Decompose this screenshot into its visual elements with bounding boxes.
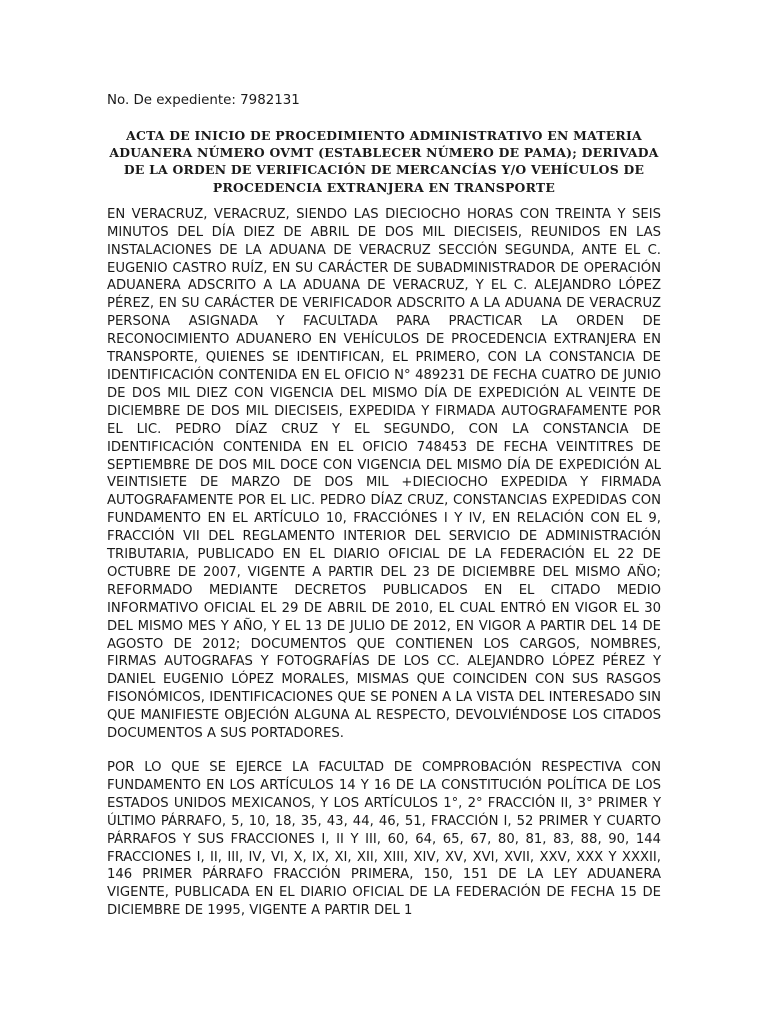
paragraph-legal-basis: POR LO QUE SE EJERCE LA FACULTAD DE COMPROBACIÓN RESPECTIVA CON FUNDAMENTO EN LOS ARTÍCULOS 14 Y 16 DE LA CONSTITUCIÓN POLÍTICA DE LOS ESTADOS UNIDOS MEXICANOS, Y LOS ARTÍCULOS 1°, 2° FRACCIÓN II, 3° PRIMER Y ÚLTIMO PÁRRAFO, 5, 10, 18, 35, 43, 44, 46, 51, FRACCIÓN I, 52 PRIMER Y CUARTO PÁRRAFOS Y SUS FRACCIONES I, II Y III, 60, 64, 65, 67, 80, 81, 83, 88, 90, 144 FRACCIONES I, II, III, IV, VI, X, IX, XI, XII, XIII, XIV, XV, XVI, XVII, XXV, XXX Y XXXII, 146 PRIMER PÁRRAFO FRACCIÓN PRIMERA, 150, 151 DE LA LEY ADUANERA VIGENTE, PUBLICADA EN EL DIARIO OFICIAL DE LA FEDERACIÓN DE FECHA 15 DE DICIEMBRE DE 1995, VIGENTE A PARTIR DEL 1 (107, 760, 661, 919)
expediente-number: No. De expediente: 7982131 (107, 93, 300, 108)
document-title: ACTA DE INICIO DE PROCEDIMIENTO ADMINISTRATIVO EN MATERIA ADUANERA NÚMERO OVMT (ESTABLECER NÚMERO DE PAMA); DERIVADA DE LA ORDEN DE VERIFICACIÓN DE MERCANCÍAS Y/O VEHÍCULOS DE PROCEDENCIA EXTRANJERA EN TRANSPORTE (109, 128, 659, 195)
document-page (107, 91, 661, 920)
paragraph-opening: EN VERACRUZ, VERACRUZ, SIENDO LAS DIECIOCHO HORAS CON TREINTA Y SEIS MINUTOS DEL DÍA DIEZ DE ABRIL DE DOS MIL DIECISEIS, REUNIDOS EN LAS INSTALACIONES DE LA ADUANA DE VERACRUZ SECCIÓN SEGUNDA, ANTE EL C. EUGENIO CASTRO RUÍZ, EN SU CARÁCTER DE SUBADMINISTRADOR DE OPERACIÓN ADUANERA ADSCRITO A LA ADUANA DE VERACRUZ, Y EL C. ALEJANDRO LÓPEZ PÉREZ, EN SU CARÁCTER DE VERIFICADOR ADSCRITO A LA ADUANA DE VERACRUZ PERSONA ASIGNADA Y FACULTADA PARA PRACTICAR LA ORDEN DE RECONOCIMIENTO ADUANERO EN VEHÍCULOS DE PROCEDENCIA EXTRANJERA EN TRANSPORTE, QUIENES SE IDENTIFICAN, EL PRIMERO, CON LA CONSTANCIA DE IDENTIFICACIÓN CONTENIDA EN EL OFICIO N° 489231 DE FECHA CUATRO DE JUNIO DE DOS MIL DIEZ CON VIGENCIA DEL MISMO DÍA DE EXPEDICIÓN AL VEINTE DE DICIEMBRE DE DOS MIL DIECISEIS, EXPEDIDA Y FIRMADA AUTOGRAFAMENTE POR EL LIC. PEDRO DÍAZ CRUZ Y EL SEGUNDO, CON LA CONSTANCIA DE IDENTIFICACIÓN CONTENIDA EN EL OFICIO 748453 DE FECHA VEINTITRES DE SEPTIEMBRE DE DOS MIL DOCE CON VIGENCIA DEL MISMO DÍA DE EXPEDICIÓN AL VEINTISIETE DE MARZO DE DOS MIL +DIECIOCHO EXPEDIDA Y FIRMADA AUTOGRAFAMENTE POR EL LIC. PEDRO DÍAZ CRUZ, CONSTANCIAS EXPEDIDAS CON FUNDAMENTO EN EL ARTÍCULO 10, FRACCIÓNES I Y IV, EN RELACIÓN CON EL 9, FRACCIÓN VII DEL REGLAMENTO INTERIOR DEL SERVICIO DE ADMINISTRACIÓN TRIBUTARIA, PUBLICADO EN EL DIARIO OFICIAL DE LA FEDERACIÓN EL 22 DE OCTUBRE DE 2007, VIGENTE A PARTIR DEL 23 DE DICIEMBRE DEL MISMO AÑO; REFORMADO MEDIANTE DECRETOS PUBLICADOS EN EL CITADO MEDIO INFORMATIVO OFICIAL EL 29 DE ABRIL DE 2010, EL CUAL ENTRÓ EN VIGOR EL 30 DEL MISMO MES Y AÑO, Y EL 13 DE JULIO DE 2012, EN VIGOR A PARTIR DEL 14 DE AGOSTO DE 2012; DOCUMENTOS QUE CONTIENEN LOS CARGOS, NOMBRES, FIRMAS AUTOGRAFAS Y FOTOGRAFÍAS DE LOS CC. ALEJANDRO LÓPEZ PÉREZ Y DANIEL EUGENIO LÓPEZ MORALES, MISMAS QUE COINCIDEN CON SUS RASGOS FISONÓMICOS, IDENTIFICACIONES QUE SE PONEN A LA VISTA DEL INTERESADO SIN QUE MANIFIESTE OBJECIÓN ALGUNA AL RESPECTO, DEVOLVIÉNDOSE LOS CITADOS DOCUMENTOS A SUS PORTADORES. (107, 206, 661, 742)
